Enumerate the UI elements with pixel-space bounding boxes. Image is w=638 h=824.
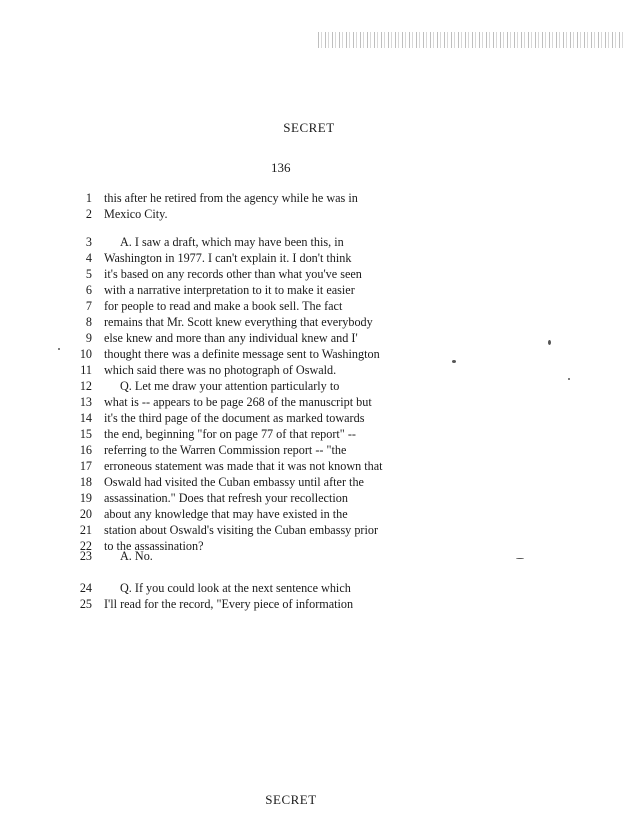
scan-speck	[548, 340, 551, 345]
line-number: 18	[79, 475, 92, 489]
line-text: I'll read for the record, "Every piece of information	[104, 597, 354, 611]
line-number: 15	[79, 427, 92, 441]
line-text: Oswald had visited the Cuban embassy until after the	[104, 475, 364, 489]
line-text: erroneous statement was made that it was not known that	[104, 459, 383, 473]
transcript-line	[70, 282, 355, 298]
transcript-line	[70, 266, 362, 282]
line-text: A. No.	[120, 549, 153, 563]
line-number: 21	[79, 523, 92, 537]
line-text: with a narrative interpretation to it to make it easier	[104, 283, 355, 297]
scan-speck	[516, 558, 524, 559]
transcript-line	[70, 378, 340, 394]
transcript-line	[70, 410, 365, 426]
line-number: 2	[85, 207, 92, 221]
transcript-line	[70, 234, 344, 250]
line-number: 13	[79, 395, 92, 409]
transcript-line	[70, 458, 383, 474]
transcript-line	[70, 522, 379, 538]
line-number: 23	[79, 549, 92, 563]
transcript-line	[70, 596, 354, 612]
line-text: station about Oswald's visiting the Cuban embassy prior	[104, 523, 379, 537]
line-text: about any knowledge that may have existed in the	[104, 507, 348, 521]
line-number: 20	[79, 507, 92, 521]
line-number: 8	[85, 315, 92, 329]
line-text: A. I saw a draft, which may have been this, in	[120, 235, 344, 249]
transcript-line	[70, 490, 348, 506]
line-text: Washington in 1977. I can't explain it. I don't think	[104, 251, 352, 265]
line-number: 9	[85, 331, 92, 345]
classification-footer: SECRET	[265, 792, 317, 807]
line-text: the end, beginning "for on page 77 of that report" --	[104, 427, 356, 441]
line-text: to the assassination?	[104, 539, 204, 553]
line-text: remains that Mr. Scott knew everything that everybody	[104, 315, 373, 329]
transcript-line	[70, 548, 153, 564]
line-text: this after he retired from the agency while he was in	[104, 191, 358, 205]
line-text: thought there was a definite message sent to Washington	[104, 347, 380, 361]
line-number: 10	[79, 347, 92, 361]
transcript-line	[70, 394, 372, 410]
transcript-line	[70, 330, 358, 346]
transcript-line	[70, 346, 380, 362]
line-number: 7	[85, 299, 92, 313]
scan-artifact	[318, 32, 624, 48]
line-number: 11	[80, 363, 92, 377]
line-number: 25	[79, 597, 92, 611]
line-text: referring to the Warren Commission report -- "the	[104, 443, 347, 457]
line-number: 14	[79, 411, 92, 425]
transcript-line	[70, 442, 347, 458]
line-number: 5	[85, 267, 92, 281]
line-number: 19	[79, 491, 92, 505]
page-number: 136	[271, 160, 291, 175]
transcript-line	[70, 298, 343, 314]
line-text: Q. Let me draw your attention particularly to	[120, 379, 340, 393]
line-number: 3	[85, 235, 92, 249]
line-number: 4	[85, 251, 92, 265]
line-number: 6	[85, 283, 92, 297]
scan-speck	[452, 360, 456, 363]
line-number: 22	[79, 539, 92, 553]
transcript-line	[70, 426, 356, 442]
scan-speck	[58, 348, 60, 350]
transcript-line	[70, 314, 373, 330]
line-number: 16	[79, 443, 92, 457]
line-number: 17	[79, 459, 92, 473]
transcript-line	[70, 474, 364, 490]
transcript-line	[70, 190, 358, 206]
scan-speck	[568, 378, 570, 380]
transcript-line	[70, 250, 352, 266]
line-number: 24	[79, 581, 92, 595]
line-text: assassination." Does that refresh your recollection	[104, 491, 348, 505]
line-number: 12	[79, 379, 92, 393]
line-text: else knew and more than any individual knew and I'	[104, 331, 358, 345]
line-text: which said there was no photograph of Oswald.	[104, 363, 337, 377]
transcript-line	[70, 206, 168, 222]
line-text: Q. If you could look at the next sentence which	[120, 581, 351, 595]
classification-header: SECRET	[283, 120, 335, 135]
line-text: what is -- appears to be page 268 of the manuscript but	[104, 395, 372, 409]
line-text: for people to read and make a book sell. The fact	[104, 299, 343, 313]
line-text: it's the third page of the document as marked towards	[104, 411, 365, 425]
line-text: it's based on any records other than what you've seen	[104, 267, 362, 281]
transcript-line	[70, 362, 337, 378]
transcript-line	[70, 580, 351, 596]
line-text: Mexico City.	[104, 207, 168, 221]
transcript-line	[70, 506, 348, 522]
line-number: 1	[85, 191, 92, 205]
